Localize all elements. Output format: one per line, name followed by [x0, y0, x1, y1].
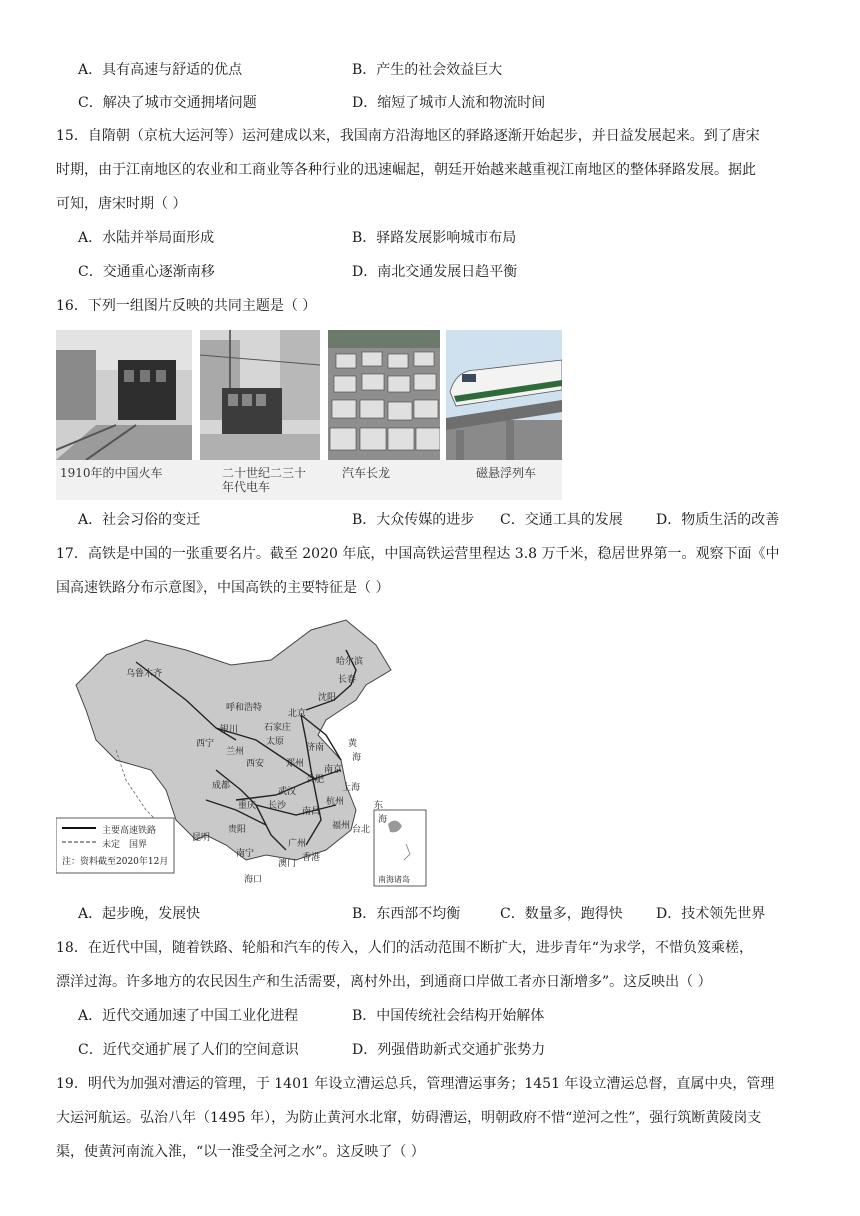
- map-city-label: 石家庄: [264, 723, 292, 733]
- q18-stem-line-2: 漂洋过海。许多地方的农民因生产和生活需要，离村外出，到通商口岸做工者亦日渐增多”。这反映出（ ）: [56, 974, 712, 990]
- q16-option-a: A．社会习俗的变迁: [78, 512, 201, 528]
- q16-option-c: C．交通工具的发展: [500, 512, 623, 528]
- q17-option-c: C．数量多，跑得快: [500, 906, 623, 922]
- map-sea-label: 海: [378, 815, 388, 825]
- q16-option-b: B．大众传媒的进步: [352, 512, 475, 528]
- map-city-label: 郑州: [286, 759, 305, 769]
- map-city-label: 长沙: [268, 801, 287, 811]
- map-sea-label: 海: [352, 753, 362, 763]
- map-city-label: 成都: [212, 781, 231, 791]
- q17-option-a: A．起步晚，发展快: [78, 906, 201, 922]
- map-city-label: 福州: [332, 821, 351, 831]
- q19-stem-line-3: 渠，使黄河南流入淮，“以一淮受全河之水”。这反映了（ ）: [56, 1144, 425, 1160]
- map-city-label: 合肥: [306, 775, 325, 785]
- photo-traffic-jam: [328, 330, 440, 460]
- q17-stem-line-2: 国高速铁路分布示意图》，中国高铁的主要特征是（ ）: [56, 580, 390, 596]
- q14-option-c: C．解决了城市交通拥堵问题: [78, 95, 257, 111]
- photo-maglev-train: [446, 330, 562, 460]
- map-city-label: 南宁: [236, 849, 255, 859]
- photo-1910-train: [56, 330, 192, 460]
- q15-option-d: D．南北交通发展日趋平衡: [352, 264, 518, 280]
- photo-1920s-tram: [200, 330, 320, 460]
- map-city-label: 西安: [246, 759, 265, 769]
- map-legend-note: 注：资料截至2020年12月: [62, 857, 169, 867]
- map-city-label: 南京: [324, 765, 343, 775]
- map-city-label: 沈阳: [318, 693, 337, 703]
- map-city-label: 上海: [342, 783, 361, 793]
- q15-option-a: A．水陆并举局面形成: [78, 230, 215, 246]
- photo-caption-2: 二十世纪二三十年代电车: [222, 466, 307, 494]
- map-city-label: 西宁: [196, 739, 215, 749]
- map-city-label: 海口: [244, 875, 263, 885]
- map-city-label: 南昌: [302, 807, 321, 817]
- map-city-label: 乌鲁木齐: [126, 669, 163, 679]
- map-city-label: 武汉: [278, 787, 297, 797]
- map-city-label: 台北: [352, 825, 371, 835]
- map-city-label: 昆明: [192, 833, 211, 843]
- q15-option-c: C．交通重心逐渐南移: [78, 264, 215, 280]
- map-city-label: 兰州: [226, 747, 245, 757]
- q14-option-b: B．产生的社会效益巨大: [352, 62, 503, 78]
- map-city-label: 澳门: [278, 859, 297, 869]
- q18-option-a: A．近代交通加速了中国工业化进程: [78, 1008, 299, 1024]
- q18-option-c: C．近代交通扩展了人们的空间意识: [78, 1042, 299, 1058]
- photo-caption-3: 汽车长龙: [342, 466, 391, 480]
- map-city-label: 香港: [302, 853, 321, 863]
- map-sea-label: 东: [374, 801, 384, 811]
- map-city-label: 重庆: [238, 801, 257, 811]
- q18-option-b: B．中国传统社会结构开始解体: [352, 1008, 545, 1024]
- q18-option-d: D．列强借助新式交通扩张势力: [352, 1042, 546, 1058]
- q17-option-d: D．技术领先世界: [656, 906, 766, 922]
- map-city-label: 杭州: [326, 797, 345, 807]
- map-inset-label: 南海诸岛: [378, 875, 410, 884]
- q15-stem-line-1: 15．自隋朝（京杭大运河等）运河建成以来，我国南方沿海地区的驿路逐渐开始起步，并日益发展起来。到了唐宋: [56, 128, 760, 144]
- photo-caption-4: 磁悬浮列车: [476, 466, 537, 480]
- map-city-label: 贵阳: [228, 825, 247, 835]
- map-city-label: 银川: [220, 725, 239, 735]
- map-city-label: 太原: [266, 737, 285, 747]
- q14-option-a: A．具有高速与舒适的优点: [78, 62, 243, 78]
- q15-option-b: B．驿路发展影响城市布局: [352, 230, 517, 246]
- map-legend-rail: 主要高速铁路: [102, 826, 157, 836]
- photo-caption-1: 1910年的中国火车: [60, 466, 163, 480]
- q19-stem-line-2: 大运河航运。弘治八年（1495 年），为防止黄河水北窜，妨碍漕运，明朝政府不惜“逆河之性”，强行筑断黄陵岗支: [56, 1110, 762, 1126]
- q17-stem-line-1: 17．高铁是中国的一张重要名片。截至 2020 年底，中国高铁运营里程达 3.8 万千米，稳居世界第一。观察下面《中: [56, 546, 780, 562]
- map-city-label: 广州: [288, 839, 307, 849]
- q18-stem-line-1: 18．在近代中国，随着铁路、轮船和汽车的传入，人们的活动范围不断扩大，进步青年“为求学，不惜负笈乘槎，: [56, 940, 753, 956]
- map-city-label: 呼和浩特: [226, 703, 263, 713]
- q14-option-d: D．缩短了城市人流和物流时间: [352, 95, 546, 111]
- map-city-label: 济南: [306, 743, 325, 753]
- map-legend-border: 未定 国界: [102, 840, 148, 850]
- q17-option-b: B．东西部不均衡: [352, 906, 461, 922]
- china-high-speed-rail-map: [56, 610, 436, 890]
- q15-stem-line-2: 时期，由于江南地区的农业和工商业等各种行业的迅速崛起，朝廷开始越来越重视江南地区的整体驿路发展。据此: [56, 162, 756, 178]
- map-sea-label: 黄: [348, 739, 358, 749]
- q15-stem-line-3: 可知，唐宋时期（ ）: [56, 196, 187, 212]
- map-city-label: 北京: [288, 709, 307, 719]
- q16-option-d: D．物质生活的改善: [656, 512, 780, 528]
- map-city-label: 哈尔滨: [336, 657, 364, 667]
- map-city-label: 长春: [338, 675, 357, 685]
- q16-stem: 16．下列一组图片反映的共同主题是（ ）: [56, 298, 317, 314]
- q19-stem-line-1: 19．明代为加强对漕运的管理，于 1401 年设立漕运总兵，管理漕运事务；1451 年设立漕运总督，直属中央，管理: [56, 1076, 775, 1092]
